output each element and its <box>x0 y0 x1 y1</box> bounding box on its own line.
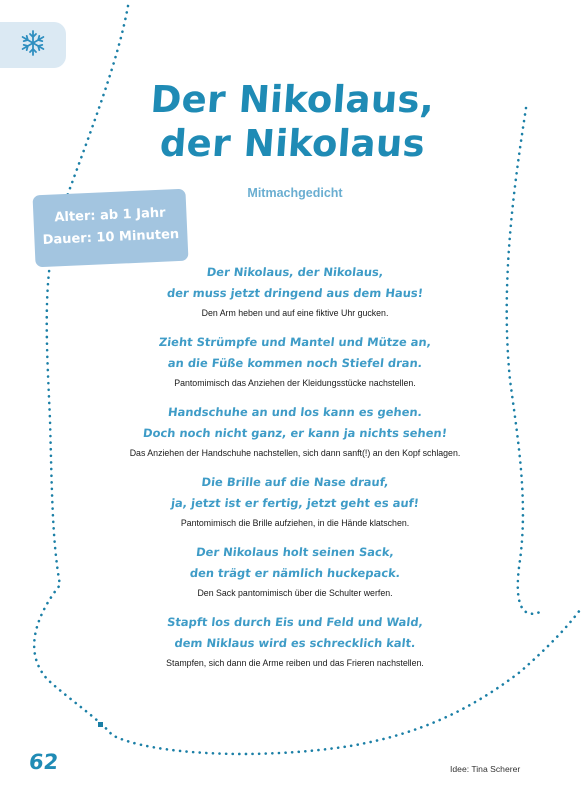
verse-line: den trägt er nämlich huckepack. <box>189 566 401 580</box>
title-line-1: Der Nikolaus, <box>149 78 436 121</box>
verse-line: dem Niklaus wird es schrecklich kalt. <box>173 636 417 650</box>
stanza-instruction: Das Anziehen der Handschuhe nachstellen, sich dann sanft(!) an den Kopf schlagen. <box>129 448 461 458</box>
corner-tab <box>0 22 66 68</box>
stanza-instruction: Stampfen, sich dann die Arme reiben und das Frieren nachstellen. <box>166 658 424 668</box>
subtitle: Mitmachgedicht <box>247 186 343 200</box>
stanza-instruction: Pantomimisch das Anziehen der Kleidungsstücke nachstellen. <box>174 378 416 388</box>
info-badge <box>33 189 189 268</box>
stanza <box>0 472 585 530</box>
stanza <box>0 612 585 670</box>
verse-line: der muss jetzt dringend aus dem Haus! <box>166 286 424 300</box>
duration-label: Dauer: 10 Minuten <box>42 227 180 248</box>
verse-line: Der Nikolaus, der Nikolaus, <box>206 265 385 279</box>
age-label: Alter: ab 1 Jahr <box>54 205 166 226</box>
verse-line: Zieht Strümpfe und Mantel und Mütze an, <box>158 335 432 349</box>
verse-line: Stapft los durch Eis und Feld und Wald, <box>166 615 424 629</box>
stanza <box>0 332 585 390</box>
title-line-2: der Nikolaus <box>158 122 427 165</box>
verse-line: Der Nikolaus holt seinen Sack, <box>195 545 395 559</box>
stanza <box>0 262 585 320</box>
verse-line: Die Brille auf die Nase drauf, <box>200 475 390 489</box>
page-number: 62 <box>27 750 60 774</box>
stanza-instruction: Den Arm heben und auf eine fiktive Uhr gucken. <box>201 308 389 318</box>
author-credit: Idee: Tina Scherer <box>450 764 521 774</box>
poem <box>0 262 585 682</box>
snowflake-icon <box>18 28 48 62</box>
stanza-instruction: Pantomimisch die Brille aufziehen, in die Hände klatschen. <box>180 518 410 528</box>
verse-line: an die Füße kommen noch Stiefel dran. <box>167 356 423 370</box>
stanza <box>0 542 585 600</box>
page-title <box>0 78 585 166</box>
verse-line: Handschuhe an und los kann es gehen. <box>167 405 423 419</box>
stanza <box>0 402 585 460</box>
verse-line: ja, jetzt ist er fertig, jetzt geht es auf! <box>170 496 420 510</box>
stanza-instruction: Den Sack pantomimisch über die Schulter werfen. <box>197 588 393 598</box>
verse-line: Doch noch nicht ganz, er kann ja nichts sehen! <box>142 426 448 440</box>
